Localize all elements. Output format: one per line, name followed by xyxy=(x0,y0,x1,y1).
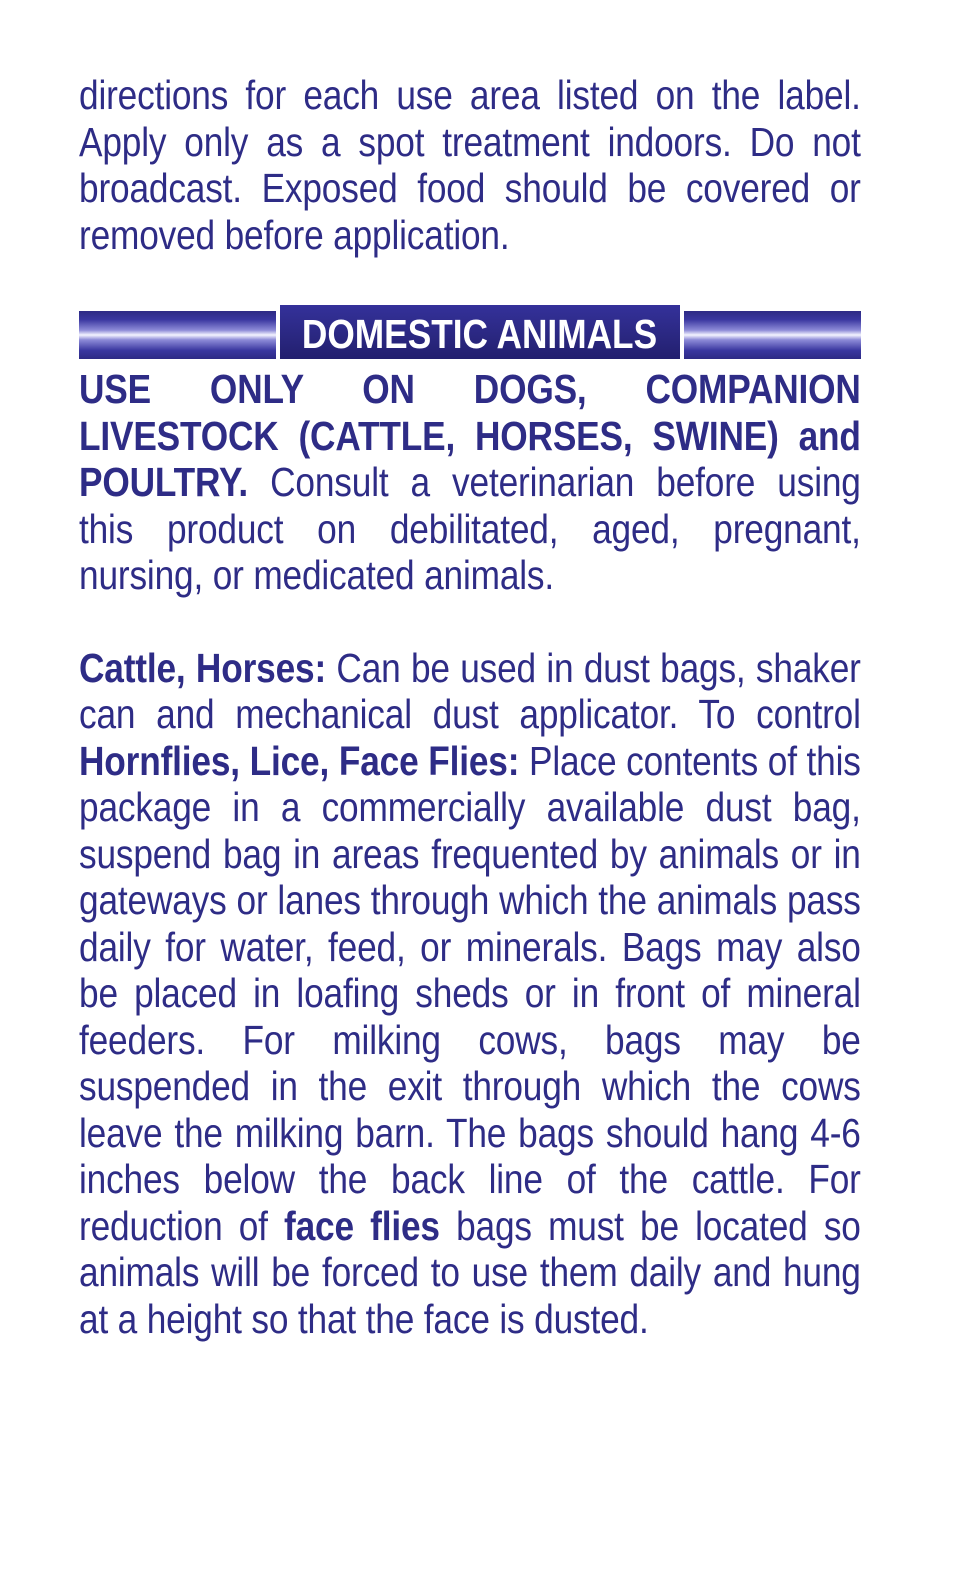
cattle-label: Cattle, Horses: xyxy=(79,644,327,691)
header-label-box xyxy=(276,305,684,359)
use-only-bold: USE ONLY ON DOGS, COMPANION LIVESTOCK (CATTLE, HORSES, SWINE) and POULTRY. xyxy=(79,366,861,505)
cattle-pests: Hornflies, Lice, Face Flies: xyxy=(79,737,520,784)
cattle-text-3: bags must be located so animals will be forced to use them daily and hung at a height so that the face is dusted. xyxy=(79,1202,861,1342)
intro-paragraph xyxy=(79,72,861,258)
intro-text: directions for each use area listed on the label. Apply only as a spot treatment indoors. Do not broadcast. Exposed food should be covered or removed before application. xyxy=(79,72,861,258)
label-page xyxy=(79,72,861,1342)
section-header-bar xyxy=(79,305,861,362)
cattle-text-2: Place contents of this package in a commercially available dust bag, suspend bag in areas frequented by animals or in gateways or lanes through which the animals pass daily for water, feed, or minerals. Bags may also be placed in loafing sheds or in front of mineral feeders. For milking cows, bags may be suspended in the exit through which the cows leave the milking barn. The bags should hang 4-6 inches below the back line of the cattle. For reduction of xyxy=(79,737,861,1249)
use-only-paragraph xyxy=(79,366,861,599)
face-flies-bold: face flies xyxy=(284,1202,440,1249)
paragraph-gap xyxy=(79,599,861,645)
cattle-paragraph xyxy=(79,645,861,1343)
section-heading: DOMESTIC ANIMALS xyxy=(302,310,658,357)
use-only-text: Consult a veterinarian before using this product on debilitated, aged, pregnant, nursing, or medicated animals. xyxy=(79,459,861,598)
cattle-text-1: Can be used in dust bags, shaker can and mechanical dust applicator. To control xyxy=(79,644,861,737)
